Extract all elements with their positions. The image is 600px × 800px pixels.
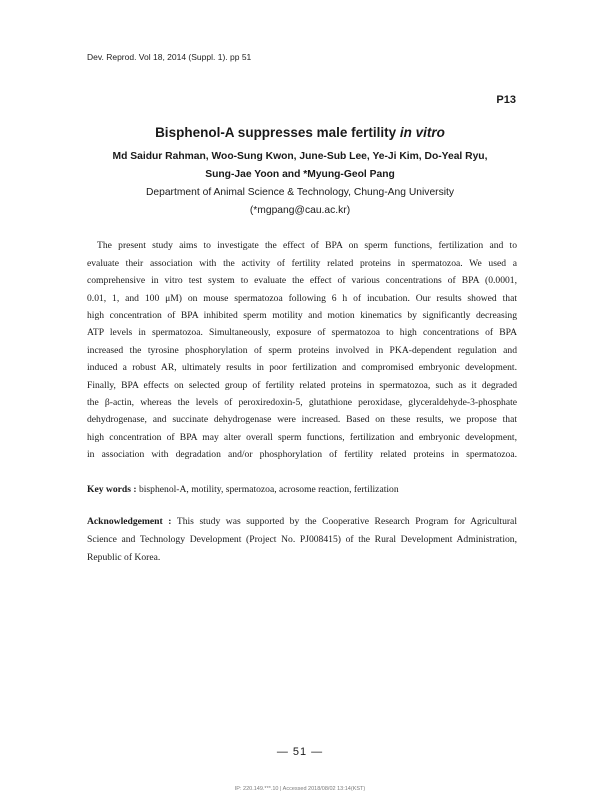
author-list-line-2: Sung-Jae Yoon and *Myung-Geol Pang bbox=[205, 169, 395, 180]
title-main: Bisphenol-A suppresses male fertility bbox=[155, 125, 397, 140]
keywords bbox=[87, 481, 517, 499]
page-number: — 51 — bbox=[276, 746, 324, 758]
keywords-text: bisphenol-A, motility, spermatozoa, acrosome reaction, fertilization bbox=[138, 484, 399, 495]
acknowledgement-line bbox=[87, 513, 517, 531]
acknowledgement bbox=[87, 513, 517, 567]
journal-citation: Dev. Reprod. Vol 18, 2014 (Suppl. 1). pp 51 bbox=[87, 52, 252, 62]
affiliation: Department of Animal Science & Technology, Chung-Ang University bbox=[145, 187, 455, 198]
abstract-line: ATP levels in spermatozoa. Simultaneously, exposure of spermatozoa to high concentrations of BPA bbox=[87, 327, 517, 339]
abstract-line: the β-actin, whereas the levels of peroxiredoxin-5, glutathione peroxidase, glyceraldehyde-3-phosphate bbox=[87, 396, 517, 408]
acknowledgement-text: This study was supported by the Cooperative Research Program for Agricultural bbox=[176, 516, 517, 527]
access-watermark: IP: 220.149.***.10 | Accessed 2018/08/02 13:14(KST) bbox=[234, 786, 366, 792]
abstract-line: high concentration of BPA may alter overall sperm functions, fertilization and embryonic development, bbox=[87, 431, 517, 443]
acknowledgement-line: Republic of Korea. bbox=[87, 552, 161, 563]
abstract-line: 0.01, 1, and 100 μM) on mouse spermatozoa following 6 h of incubation. Our results showed that bbox=[87, 292, 517, 304]
abstract-line: comprehensive in vitro test system to evaluate the effect of various concentrations of BPA (0.0001, bbox=[87, 275, 517, 287]
author-list-line-1: Md Saidur Rahman, Woo-Sung Kwon, June-Sub Lee, Ye-Ji Kim, Do-Yeal Ryu, bbox=[112, 151, 488, 162]
abstract-line: high concentration of BPA inhibited sperm motility and motion kinematics by significantly decreasing bbox=[87, 309, 517, 321]
abstract-body bbox=[87, 237, 517, 463]
abstract-line: evaluate their association with the activity of fertility related proteins in spermatozoa. We used a bbox=[87, 257, 517, 269]
paper-title bbox=[0, 124, 600, 142]
corresponding-email: (*mgpang@cau.ac.kr) bbox=[249, 205, 351, 216]
abstract-line: The present study aims to investigate the effect of BPA on sperm functions, fertilization and to bbox=[97, 240, 517, 252]
title-italic: in vitro bbox=[399, 125, 445, 140]
abstract-line: in association with degradation and/or phosphorylation of fertility related proteins in spermatozoa. bbox=[87, 449, 517, 461]
abstract-line: dehydrogenase, and succinate dehydrogenase were increased. Based on these results, we propose that bbox=[87, 414, 517, 426]
poster-id: P13 bbox=[496, 94, 516, 106]
abstract-line: increased the tyrosine phosphorylation of sperm proteins involved in PKA-dependent regulation and bbox=[87, 344, 517, 356]
acknowledgement-label: Acknowledgement : bbox=[87, 516, 172, 527]
abstract-line: Finally, BPA effects on selected group of fertility related proteins in spermatozoa, such as it degraded bbox=[87, 379, 517, 391]
acknowledgement-line: Science and Technology Development (Project No. PJ008415) of the Rural Development Administration, bbox=[87, 534, 517, 545]
abstract-line: induced a robust AR, ultimately results in poor fertilization and compromised embryonic development. bbox=[87, 362, 517, 374]
keywords-label: Key words : bbox=[87, 484, 137, 495]
